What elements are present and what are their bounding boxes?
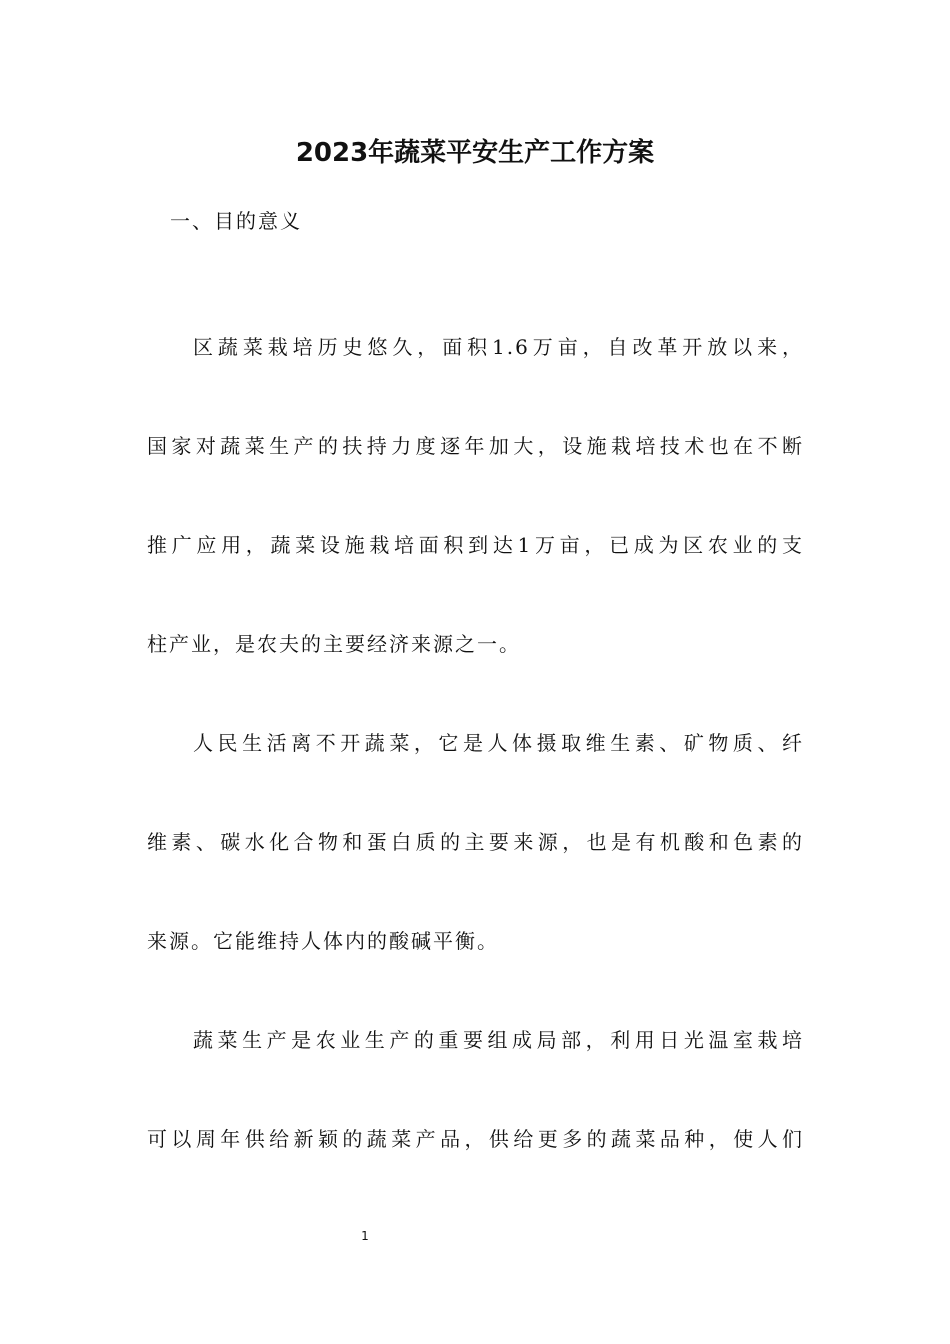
- paragraph-line: 柱产业，是农夫的主要经济来源之一。: [147, 632, 521, 656]
- paragraph-line: 人民生活离不开蔬菜，它是人体摄取维生素、矿物质、纤: [193, 731, 804, 755]
- paragraph-line: 推广应用，蔬菜设施栽培面积到达1万亩，已成为区农业的支: [147, 533, 804, 557]
- paragraph-line: 维素、碳水化合物和蛋白质的主要来源，也是有机酸和色素的: [147, 830, 804, 854]
- section-heading: 一、目的意义: [170, 209, 302, 233]
- paragraph-line: 蔬菜生产是农业生产的重要组成局部，利用日光温室栽培: [193, 1028, 804, 1052]
- page-number: 1: [361, 1229, 369, 1243]
- paragraph-line: 国家对蔬菜生产的扶持力度逐年加大，设施栽培技术也在不断: [147, 434, 804, 458]
- paragraph-line: 来源。它能维持人体内的酸碱平衡。: [147, 929, 499, 953]
- document-title: 2023年蔬菜平安生产工作方案: [295, 138, 655, 168]
- paragraph-line: 区蔬菜栽培历史悠久，面积1.6万亩，自改革开放以来，: [193, 335, 804, 359]
- paragraph-line: 可以周年供给新颖的蔬菜产品，供给更多的蔬菜品种，使人们: [147, 1127, 804, 1151]
- document-body: [147, 298, 804, 1189]
